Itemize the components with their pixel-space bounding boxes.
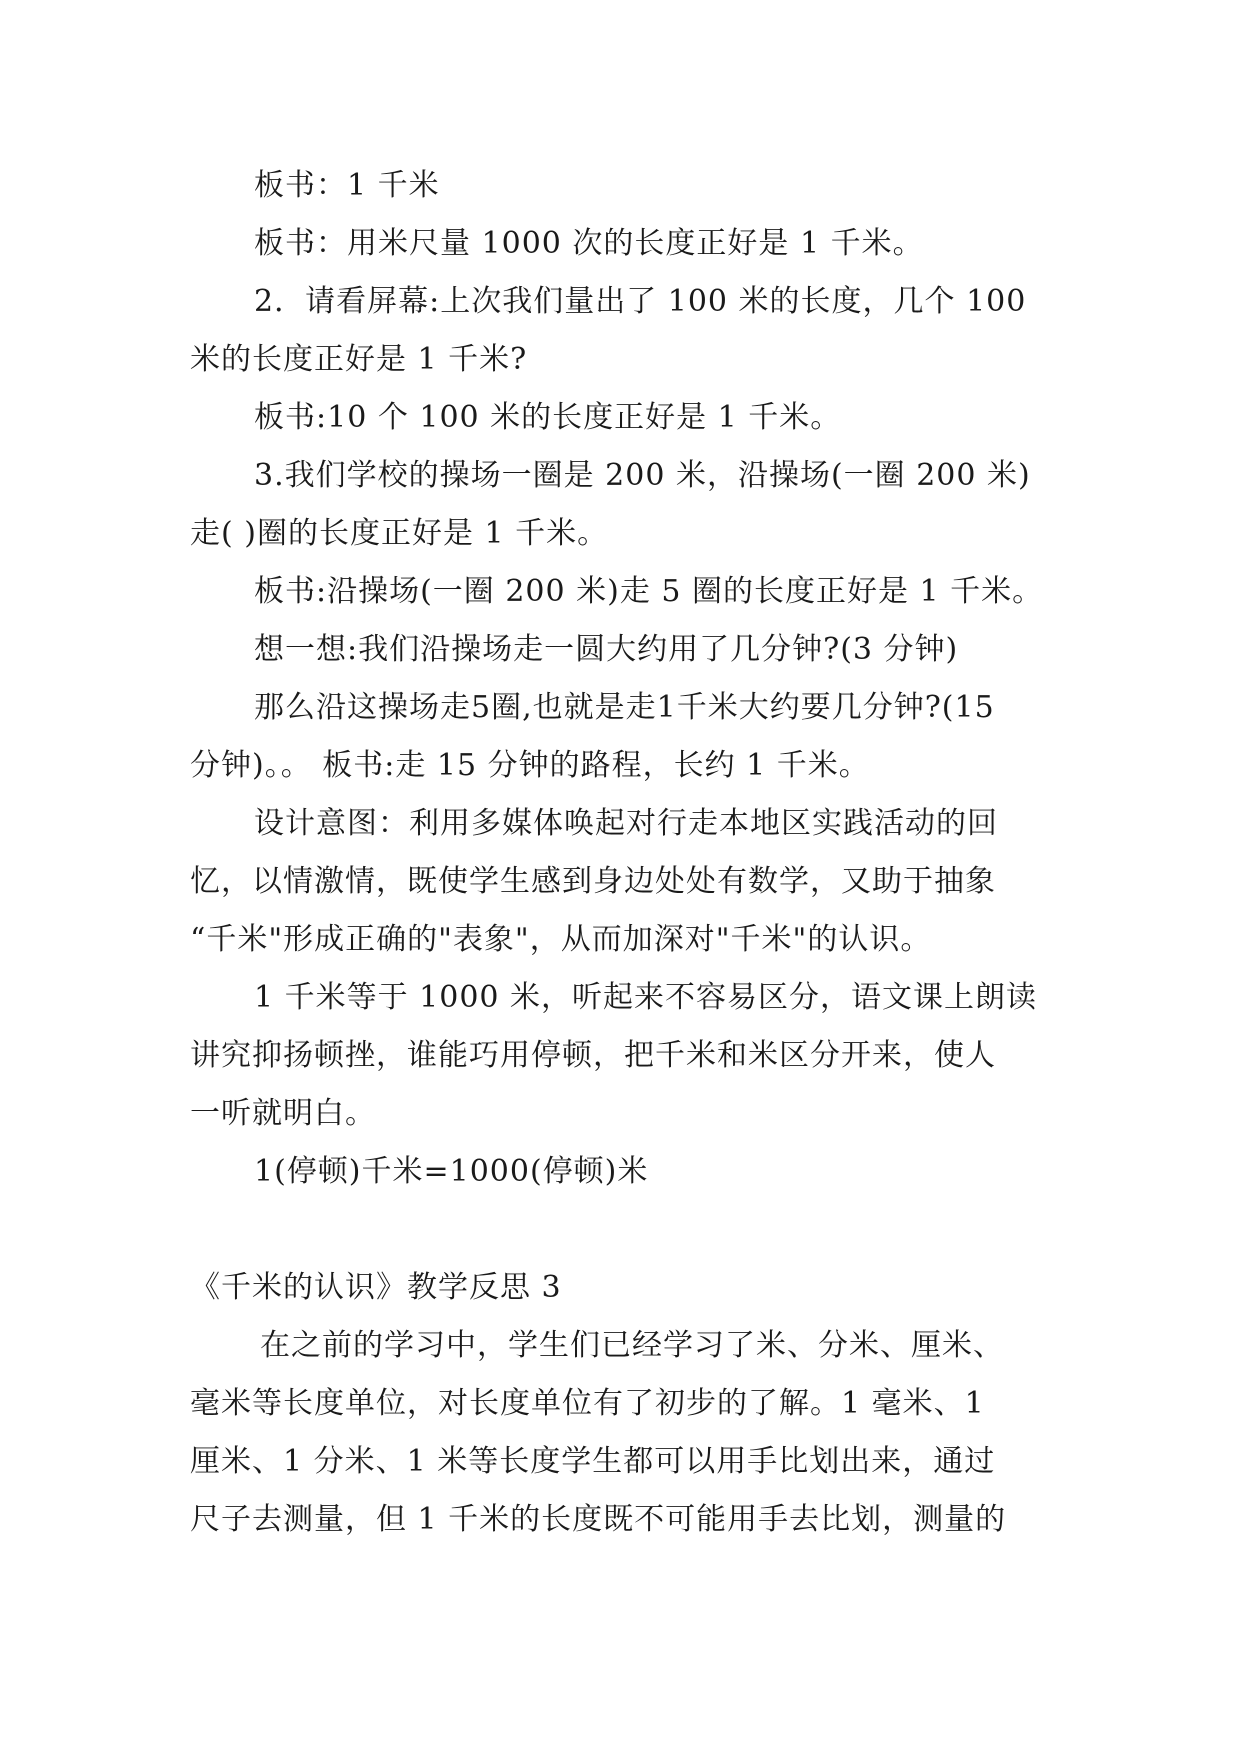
text-line: 一听就明白。 <box>190 1096 376 1131</box>
text-line: 3.我们学校的操场一圈是 200 米，沿操场(一圈 200 米) <box>254 458 1031 493</box>
text-line: 板书：1 千米 <box>254 168 440 203</box>
text-line: 1 千米等于 1000 米，听起来不容易区分，语文课上朗读 <box>254 980 1038 1015</box>
text-line: 忆，以情激情，既使学生感到身边处处有数学，又助于抽象 <box>190 864 996 899</box>
text-line: 尺子去测量，但 1 千米的长度既不可能用手去比划，测量的 <box>190 1502 1007 1537</box>
text-line: 想一想:我们沿操场走一圆大约用了几分钟?(3 分钟) <box>254 632 959 667</box>
text-line: 走( )圈的长度正好是 1 千米。 <box>190 516 609 551</box>
text-line: 在之前的学习中，学生们已经学习了米、分米、厘米、 <box>260 1328 1004 1363</box>
text-line: 米的长度正好是 1 千米? <box>190 342 528 377</box>
text-line: 板书：用米尺量 1000 次的长度正好是 1 千米。 <box>254 226 924 261</box>
text-line: 厘米、1 分米、1 米等长度学生都可以用手比划出来，通过 <box>190 1444 996 1479</box>
text-line: 1(停顿)千米=1000(停顿)米 <box>254 1154 649 1189</box>
section-heading: 《千米的认识》教学反思 3 <box>190 1270 562 1305</box>
text-line: 设计意图：利用多媒体唤起对行走本地区实践活动的回 <box>254 806 998 841</box>
text-line: “千米"形成正确的"表象"，从而加深对"千米"的认识。 <box>190 922 932 957</box>
text-line: 2．请看屏幕:上次我们量出了 100 米的长度，几个 100 <box>254 284 1027 319</box>
text-line: 毫米等长度单位，对长度单位有了初步的了解。1 毫米、1 <box>190 1386 985 1421</box>
text-line: 讲究抑扬顿挫，谁能巧用停顿，把千米和米区分开来，使人 <box>190 1038 996 1073</box>
text-line: 分钟)。。 板书:走 15 分钟的路程，长约 1 千米。 <box>190 748 870 783</box>
text-line: 那么沿这操场走5圈,也就是走1千米大约要几分钟?(15 <box>254 690 995 725</box>
text-line: 板书:沿操场(一圈 200 米)走 5 圈的长度正好是 1 千米。 <box>254 574 1044 609</box>
text-line: 板书:10 个 100 米的长度正好是 1 千米。 <box>254 400 842 435</box>
